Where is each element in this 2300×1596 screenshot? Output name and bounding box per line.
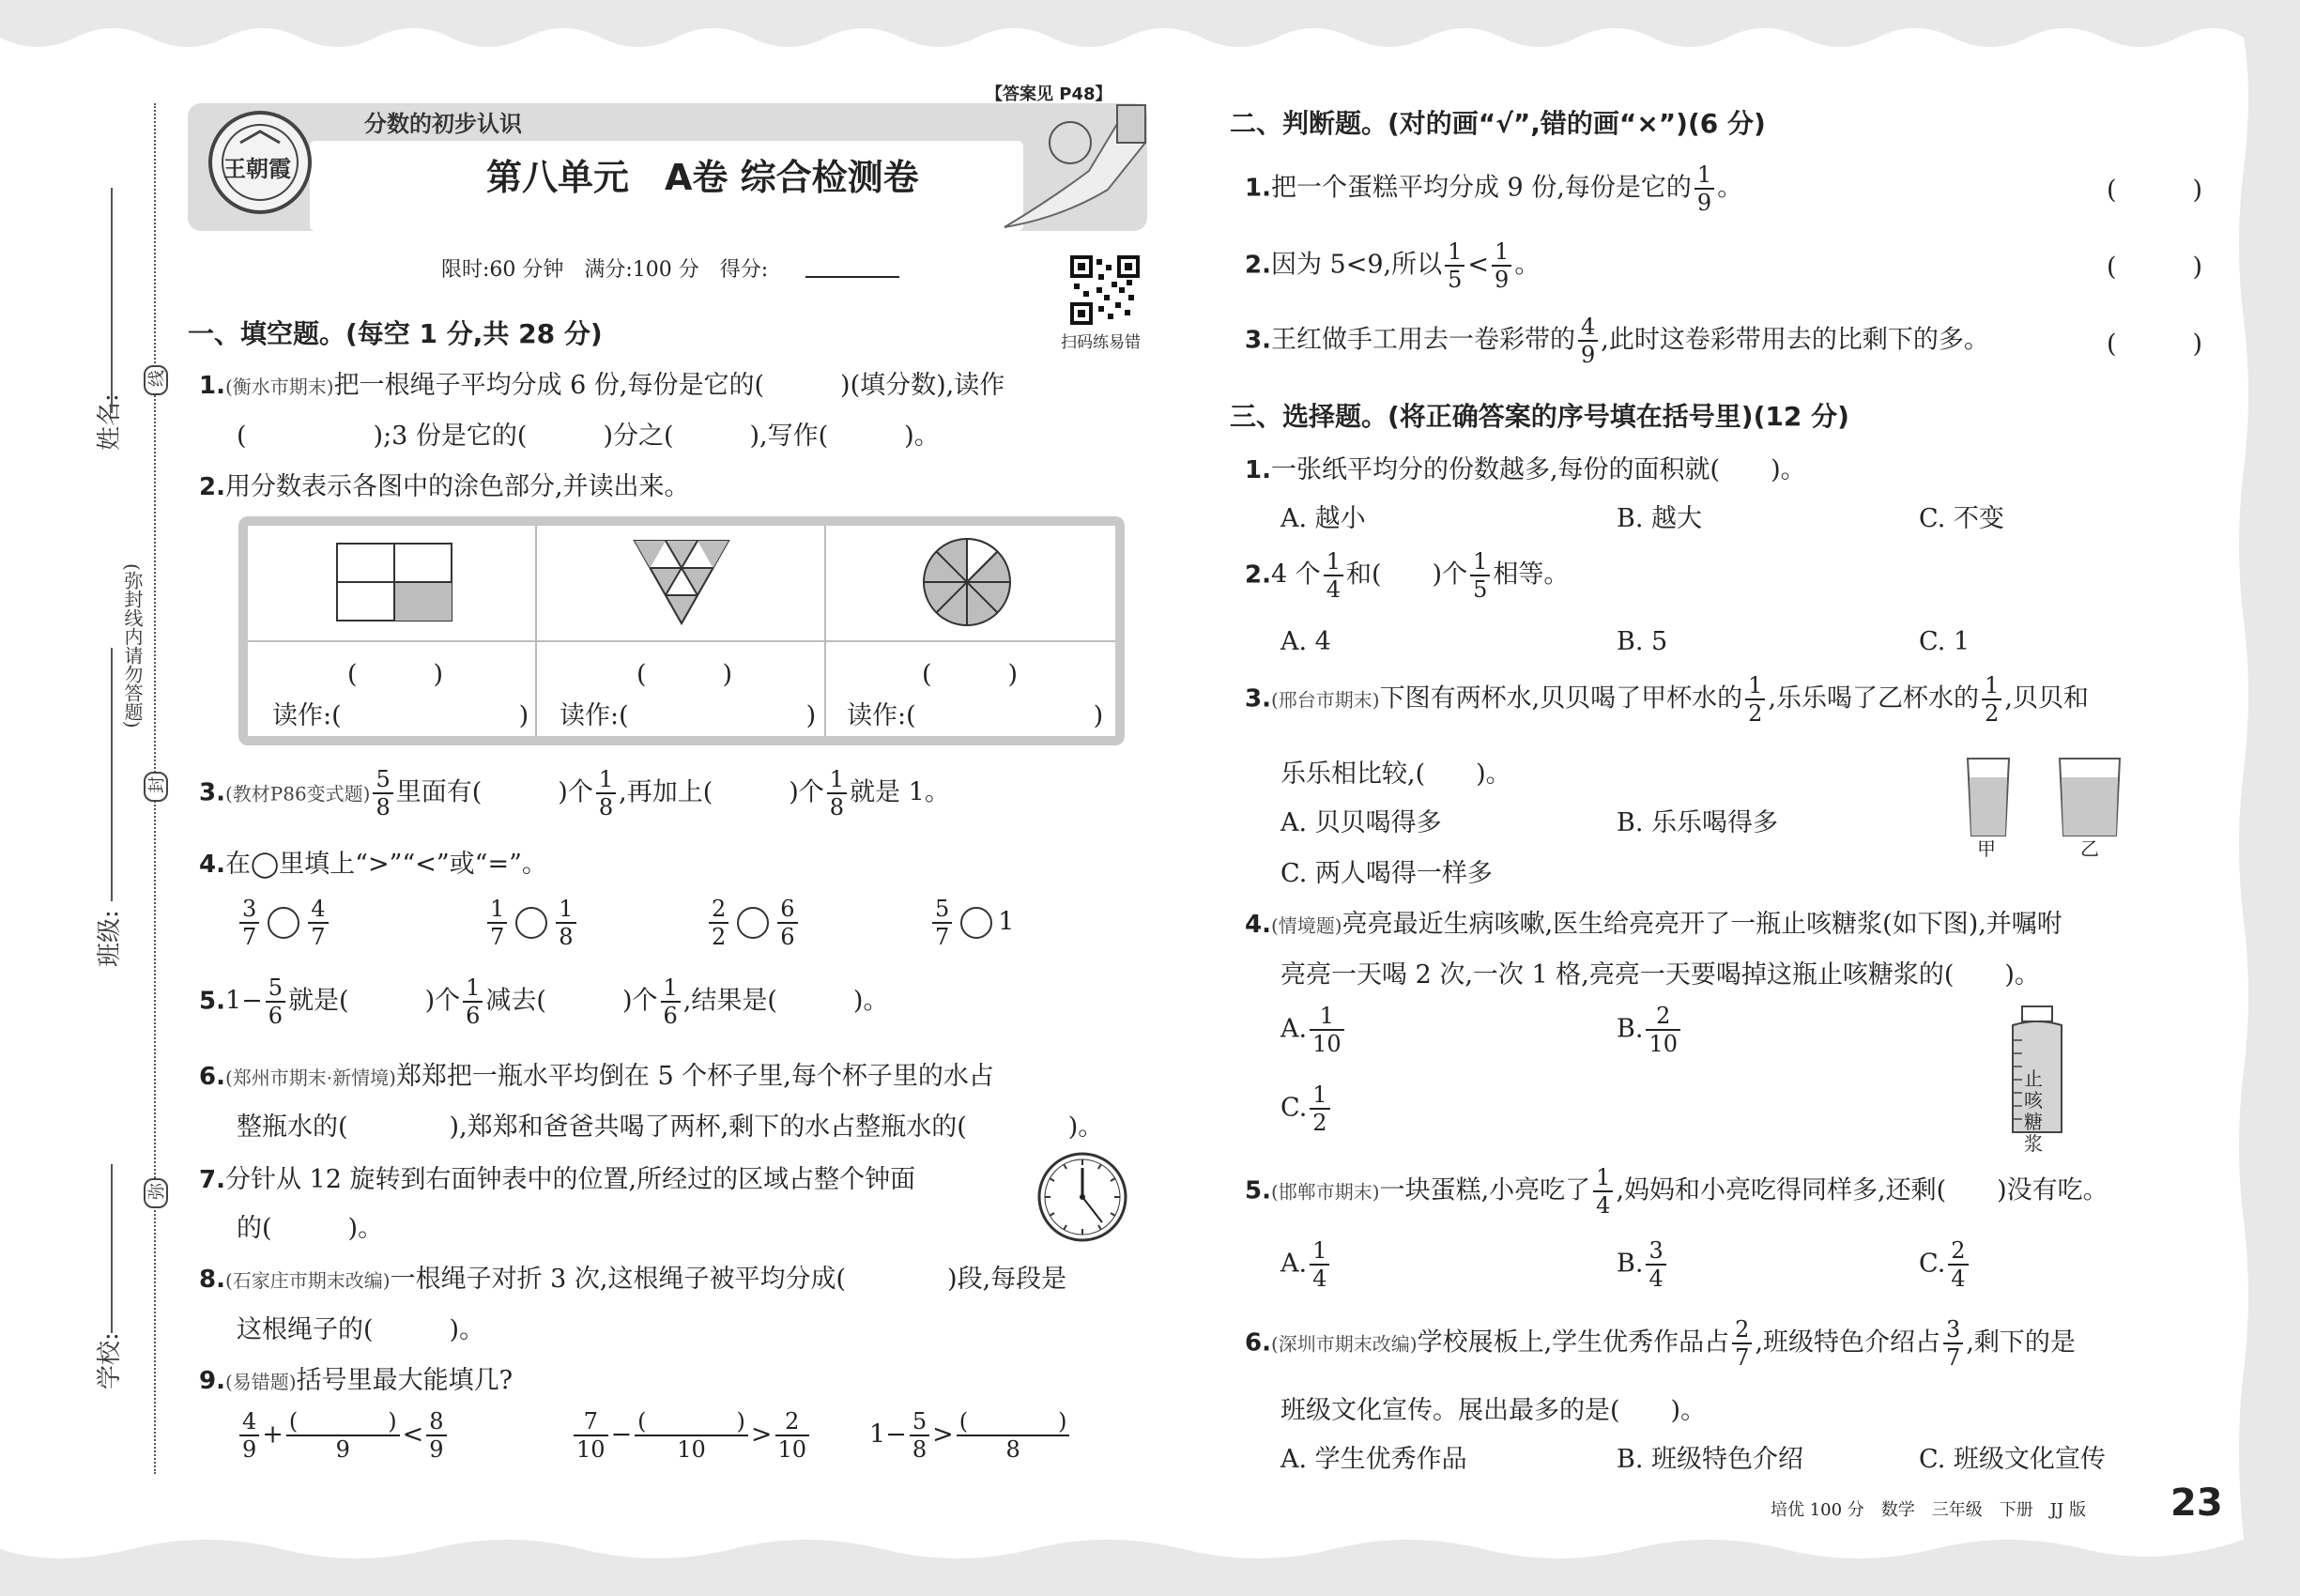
s1-q8-line1: 8.(石家庄市期末改编)一根绳子对折 3 次,这根绳子被平均分成( )段,每段是	[199, 1265, 1067, 1294]
s3-q1-option-a[interactable]: A. 越小	[1280, 504, 1366, 533]
fig3-fraction-paren[interactable]: ( )	[922, 660, 1019, 689]
s1-q2-number: 2.	[199, 473, 225, 501]
s1-q5-frac1: $\frac{5}{6}$	[266, 974, 285, 1029]
qr-code-icon[interactable]	[1070, 255, 1140, 325]
s1-q3-text2: ,再加上( )个	[619, 777, 824, 807]
s1-q6-line2: 整瓶水的( ),郑郑和爸爸共喝了两杯,剩下的水占整瓶水的( )。	[237, 1113, 1104, 1142]
s3-q4-option-b[interactable]: B. $\frac{2}{10}$	[1617, 1003, 1683, 1057]
s1-q1-line1	[199, 364, 1004, 401]
s3-q5-source: (邯郸市期末)	[1270, 1180, 1380, 1204]
school-line[interactable]	[111, 1164, 113, 1333]
s3-q3-line1: 3.(邢台市期末)下图有两杯水,贝贝喝了甲杯水的 $\frac{1}{2}$ ,乐乐喝了乙杯水的 $\frac{1}{2}$ ,贝贝和	[1245, 672, 2089, 727]
compare-circle[interactable]	[515, 907, 547, 939]
seal-mark-3: 弥	[144, 1178, 168, 1208]
s2-q3-number: 3.	[1245, 326, 1271, 355]
seal-note: (弥封线内请勿答题)	[121, 563, 144, 729]
s1-q9-expr-3: 1− $\frac{5}{8}$ > $\frac{( )}{8}$	[869, 1408, 1072, 1463]
fig1-read-as[interactable]: 读作:( )	[272, 701, 529, 730]
s3-q3-source: (邢台市期末)	[1270, 688, 1380, 712]
s3-q5-option-a[interactable]: A. $\frac{1}{4}$	[1280, 1237, 1332, 1292]
s3-q3-line2: 乐乐相比较,( )。	[1280, 760, 1511, 789]
s1-q4-text: 在◯里填上“>”“<”或“=”。	[224, 850, 547, 879]
s1-q2-line	[199, 466, 690, 502]
s1-q8-number: 8.	[199, 1266, 225, 1294]
s1-q3-frac2: $\frac{1}{8}$	[596, 766, 616, 821]
s1-q1-text-a: 把一根绳子平均分成 6 份,每份是它的( )(填分数),读作	[333, 371, 1005, 400]
s1-q3-frac3: $\frac{1}{8}$	[827, 766, 847, 821]
s1-q2-figure-table	[238, 516, 1125, 745]
s2-q1-answer[interactable]: ( )	[2107, 176, 2203, 205]
s1-q4-compare-4: $\frac{5}{7}$ 1	[929, 896, 1014, 950]
s1-q3-frac1: $\frac{5}{8}$	[373, 766, 392, 821]
s3-q5-line: 5.(邯郸市期末)一块蛋糕,小亮吃了 $\frac{1}{4}$ ,妈妈和小亮吃得同样多,还剩( )没有吃。	[1245, 1164, 2108, 1219]
cup-yi-icon	[2056, 755, 2124, 839]
s3-q4-line2: 亮亮一天喝 2 次,一次 1 格,亮亮一天要喝掉这瓶止咳糖浆的( )。	[1280, 960, 2040, 990]
s3-q2-option-a[interactable]: A. 4	[1280, 627, 1331, 656]
score-blank[interactable]	[805, 276, 899, 278]
s3-q3-option-c[interactable]: C. 两人喝得一样多	[1280, 859, 1493, 888]
s1-q9-source: (易错题)	[224, 1371, 297, 1393]
cup-jia-label: 甲	[1977, 837, 1996, 860]
answer-ref: 【答案见 P48】	[986, 84, 1112, 104]
s1-q9-expr-2: $\frac{7}{10}$ − $\frac{( )}{10}$ > $\frac{2}{10}$	[571, 1408, 812, 1463]
s3-q1-option-b[interactable]: B. 越大	[1617, 504, 1703, 533]
table-divider-v2	[824, 526, 826, 736]
s3-q3-option-a[interactable]: A. 贝贝喝得多	[1280, 808, 1442, 837]
school-label: 学校:	[96, 1332, 124, 1389]
s1-q7-line1: 7.分针从 12 旋转到右面钟表中的位置,所经过的区域占整个钟面	[199, 1165, 916, 1194]
s1-q4-compare-2: $\frac{1}{7}$ $\frac{1}{8}$	[484, 896, 579, 950]
s1-q4-compare-3: $\frac{2}{2}$ $\frac{6}{6}$	[706, 896, 801, 950]
compare-circle[interactable]	[737, 907, 769, 939]
s1-q8-source: (石家庄市期末改编)	[224, 1269, 391, 1292]
s1-q6-line1: 6.(郑州市期末·新情境)郑郑把一瓶水平均倒在 5 个杯子里,每个杯子里的水占	[199, 1062, 994, 1091]
s2-q1-line: 1.把一个蛋糕平均分成 9 份,每份是它的 $\frac{1}{9}$ 。	[1245, 161, 1743, 216]
s3-q6-line1: 6.(深圳市期末改编)学校展板上,学生优秀作品占 $\frac{2}{7}$ ,班级特色介绍占 $\frac{3}{7}$ ,剩下的是	[1245, 1316, 2076, 1371]
s1-q5-number: 5.	[199, 987, 225, 1016]
s1-q5-line: 5.1− $\frac{5}{6}$ 就是( )个 $\frac{1}{6}$ 减去( )个 $\frac{1}{6}$ ,结果是( )。	[199, 974, 889, 1029]
s1-q2-text: 用分数表示各图中的涂色部分,并读出来。	[224, 472, 690, 501]
s3-q3-number: 3.	[1245, 684, 1271, 714]
s2-q2-answer[interactable]: ( )	[2107, 253, 2203, 282]
syrup-bottle-label: 止咳糖浆	[2024, 1067, 2043, 1155]
qr-caption: 扫码练易错	[1061, 333, 1141, 352]
s1-q5-frac2: $\frac{1}{6}$	[463, 974, 483, 1029]
clock-icon	[1036, 1151, 1128, 1243]
s3-q4-line1: 4.(情境题)亮亮最近生病咳嗽,医生给亮亮开了一瓶止咳糖浆(如下图),并嘱咐	[1245, 910, 2062, 939]
footer-info: 培优 100 分 数学 三年级 下册 JJ 版	[1771, 1500, 2086, 1520]
s2-q3-answer[interactable]: ( )	[2107, 330, 2203, 359]
fig1-fraction-paren[interactable]: ( )	[347, 660, 444, 689]
page-title: 第八单元 A卷 综合检测卷	[486, 157, 919, 198]
s1-q4-compare-1: $\frac{3}{7}$ $\frac{4}{7}$	[237, 896, 331, 950]
logo	[208, 111, 312, 214]
s3-q3-option-b[interactable]: B. 乐乐喝得多	[1617, 808, 1779, 837]
compare-value: 1	[998, 907, 1015, 937]
s1-q5-frac3: $\frac{1}{6}$	[661, 974, 681, 1029]
s2-q1-number: 1.	[1245, 174, 1271, 203]
s3-q5-number: 5.	[1245, 1176, 1271, 1205]
seal-mark-1: 线	[144, 365, 168, 395]
s3-q6-option-c[interactable]: C. 班级文化宣传	[1919, 1445, 2106, 1474]
s2-q3-line: 3.王红做手工用去一卷彩带的 $\frac{4}{9}$ ,此时这卷彩带用去的比剩下的多。	[1245, 314, 1989, 368]
s2-q2-line: 2.因为 5<9,所以 $\frac{1}{5}$ < $\frac{1}{9}$ 。	[1245, 238, 1541, 293]
fill-blank-fraction[interactable]: $\frac{( )}{10}$	[635, 1408, 748, 1463]
s3-q6-option-b[interactable]: B. 班级特色介绍	[1617, 1445, 1804, 1474]
s1-q6-number: 6.	[199, 1063, 225, 1091]
s1-q3-text1: 里面有( )个	[395, 777, 593, 807]
s3-q6-line2: 班级文化宣传。展出最多的是( )。	[1280, 1396, 1707, 1425]
s3-q4-option-a[interactable]: A. $\frac{1}{10}$	[1280, 1003, 1347, 1057]
fig3-read-as[interactable]: 读作:( )	[847, 701, 1104, 730]
s1-q1-number: 1.	[199, 372, 225, 400]
s3-q1-number: 1.	[1245, 456, 1271, 484]
mascot-icon	[995, 86, 1155, 233]
fill-blank-fraction[interactable]: $\frac{( )}{8}$	[957, 1408, 1070, 1463]
s3-q5-option-c[interactable]: C. $\frac{2}{4}$	[1919, 1237, 1971, 1292]
s1-q7-line2: 的( )。	[237, 1214, 384, 1243]
s1-q3-number: 3.	[199, 778, 225, 807]
rectangle-quarter-shaded-icon	[336, 543, 452, 622]
s1-q7-number: 7.	[199, 1166, 225, 1194]
s1-q9-number: 9.	[199, 1367, 225, 1395]
s2-q2-number: 2.	[1245, 251, 1271, 280]
circle-eighths-icon	[922, 537, 1012, 627]
seal-mark-2: 封	[144, 772, 168, 802]
s1-q9-expr-1: $\frac{4}{9}$ + $\frac{( )}{9}$ < $\frac{8}{9}$	[237, 1408, 450, 1463]
logo-text: 王朝霞	[223, 155, 291, 182]
section1-title: 一、填空题。(每空 1 分,共 28 分)	[188, 318, 603, 349]
s3-q1-line: 1.一张纸平均分的份数越多,每份的面积就( )。	[1245, 455, 1806, 484]
s3-q6-number: 6.	[1245, 1328, 1271, 1358]
table-divider-h	[248, 640, 1115, 642]
s1-q3-source: (教材P86变式题)	[224, 782, 371, 806]
compare-circle[interactable]	[268, 907, 299, 939]
section3-title: 三、选择题。(将正确答案的序号填在括号里)(12 分)	[1230, 401, 1849, 432]
fig2-fraction-paren[interactable]: ( )	[636, 660, 733, 689]
s1-q8-line2: 这根绳子的( )。	[237, 1315, 485, 1344]
s1-q3-text3: 就是 1。	[850, 777, 950, 807]
name-label: 姓名:	[96, 393, 124, 451]
s3-q4-number: 4.	[1245, 911, 1271, 939]
page-number: 23	[2170, 1481, 2223, 1525]
s3-q4-source: (情境题)	[1270, 914, 1342, 937]
s1-q6-source: (郑州市期末·新情境)	[224, 1067, 396, 1089]
exam-meta: 限时:60 分钟 满分:100 分 得分:	[441, 258, 769, 282]
s3-q2-option-c[interactable]: C. 1	[1919, 627, 1970, 656]
class-line[interactable]	[111, 648, 113, 901]
compare-circle[interactable]	[960, 907, 992, 939]
fill-blank-fraction[interactable]: $\frac{( )}{9}$	[286, 1408, 400, 1463]
s3-q2-line: 2.4 个 $\frac{1}{4}$ 和( )个 $\frac{1}{5}$ 相等。	[1245, 548, 1570, 603]
s3-q6-option-a[interactable]: A. 学生优秀作品	[1280, 1445, 1467, 1474]
triangle-grid-icon	[633, 539, 730, 625]
fig2-read-as[interactable]: 读作:( )	[560, 701, 817, 730]
s3-q1-option-c[interactable]: C. 不变	[1919, 504, 2004, 533]
cup-jia-icon	[1964, 755, 2013, 839]
name-line[interactable]	[111, 188, 113, 413]
s1-q9-line: 9.(易错题)括号里最大能填几?	[199, 1366, 514, 1395]
s1-q1-line2: ( );3 份是它的( )分之( ),写作( )。	[237, 422, 940, 451]
s1-q1-source: (衡水市期末)	[224, 376, 334, 398]
s1-q4-number: 4.	[199, 851, 225, 879]
table-divider-v1	[535, 526, 537, 736]
s1-q3-line	[199, 766, 950, 821]
section2-title: 二、判断题。(对的画“√”,错的画“×”)(6 分)	[1230, 108, 1766, 139]
class-label: 班级:	[96, 910, 124, 967]
s1-q4-line	[199, 843, 547, 880]
s3-q4-option-c[interactable]: C. $\frac{1}{2}$	[1280, 1082, 1333, 1136]
s3-q6-source: (深圳市期末改编)	[1270, 1332, 1418, 1356]
s3-q5-option-b[interactable]: B. $\frac{3}{4}$	[1617, 1237, 1669, 1292]
cup-yi-label: 乙	[2080, 837, 2099, 860]
s3-q2-number: 2.	[1245, 560, 1271, 590]
header-subtitle: 分数的初步认识	[364, 111, 522, 137]
s3-q2-option-b[interactable]: B. 5	[1617, 627, 1668, 656]
